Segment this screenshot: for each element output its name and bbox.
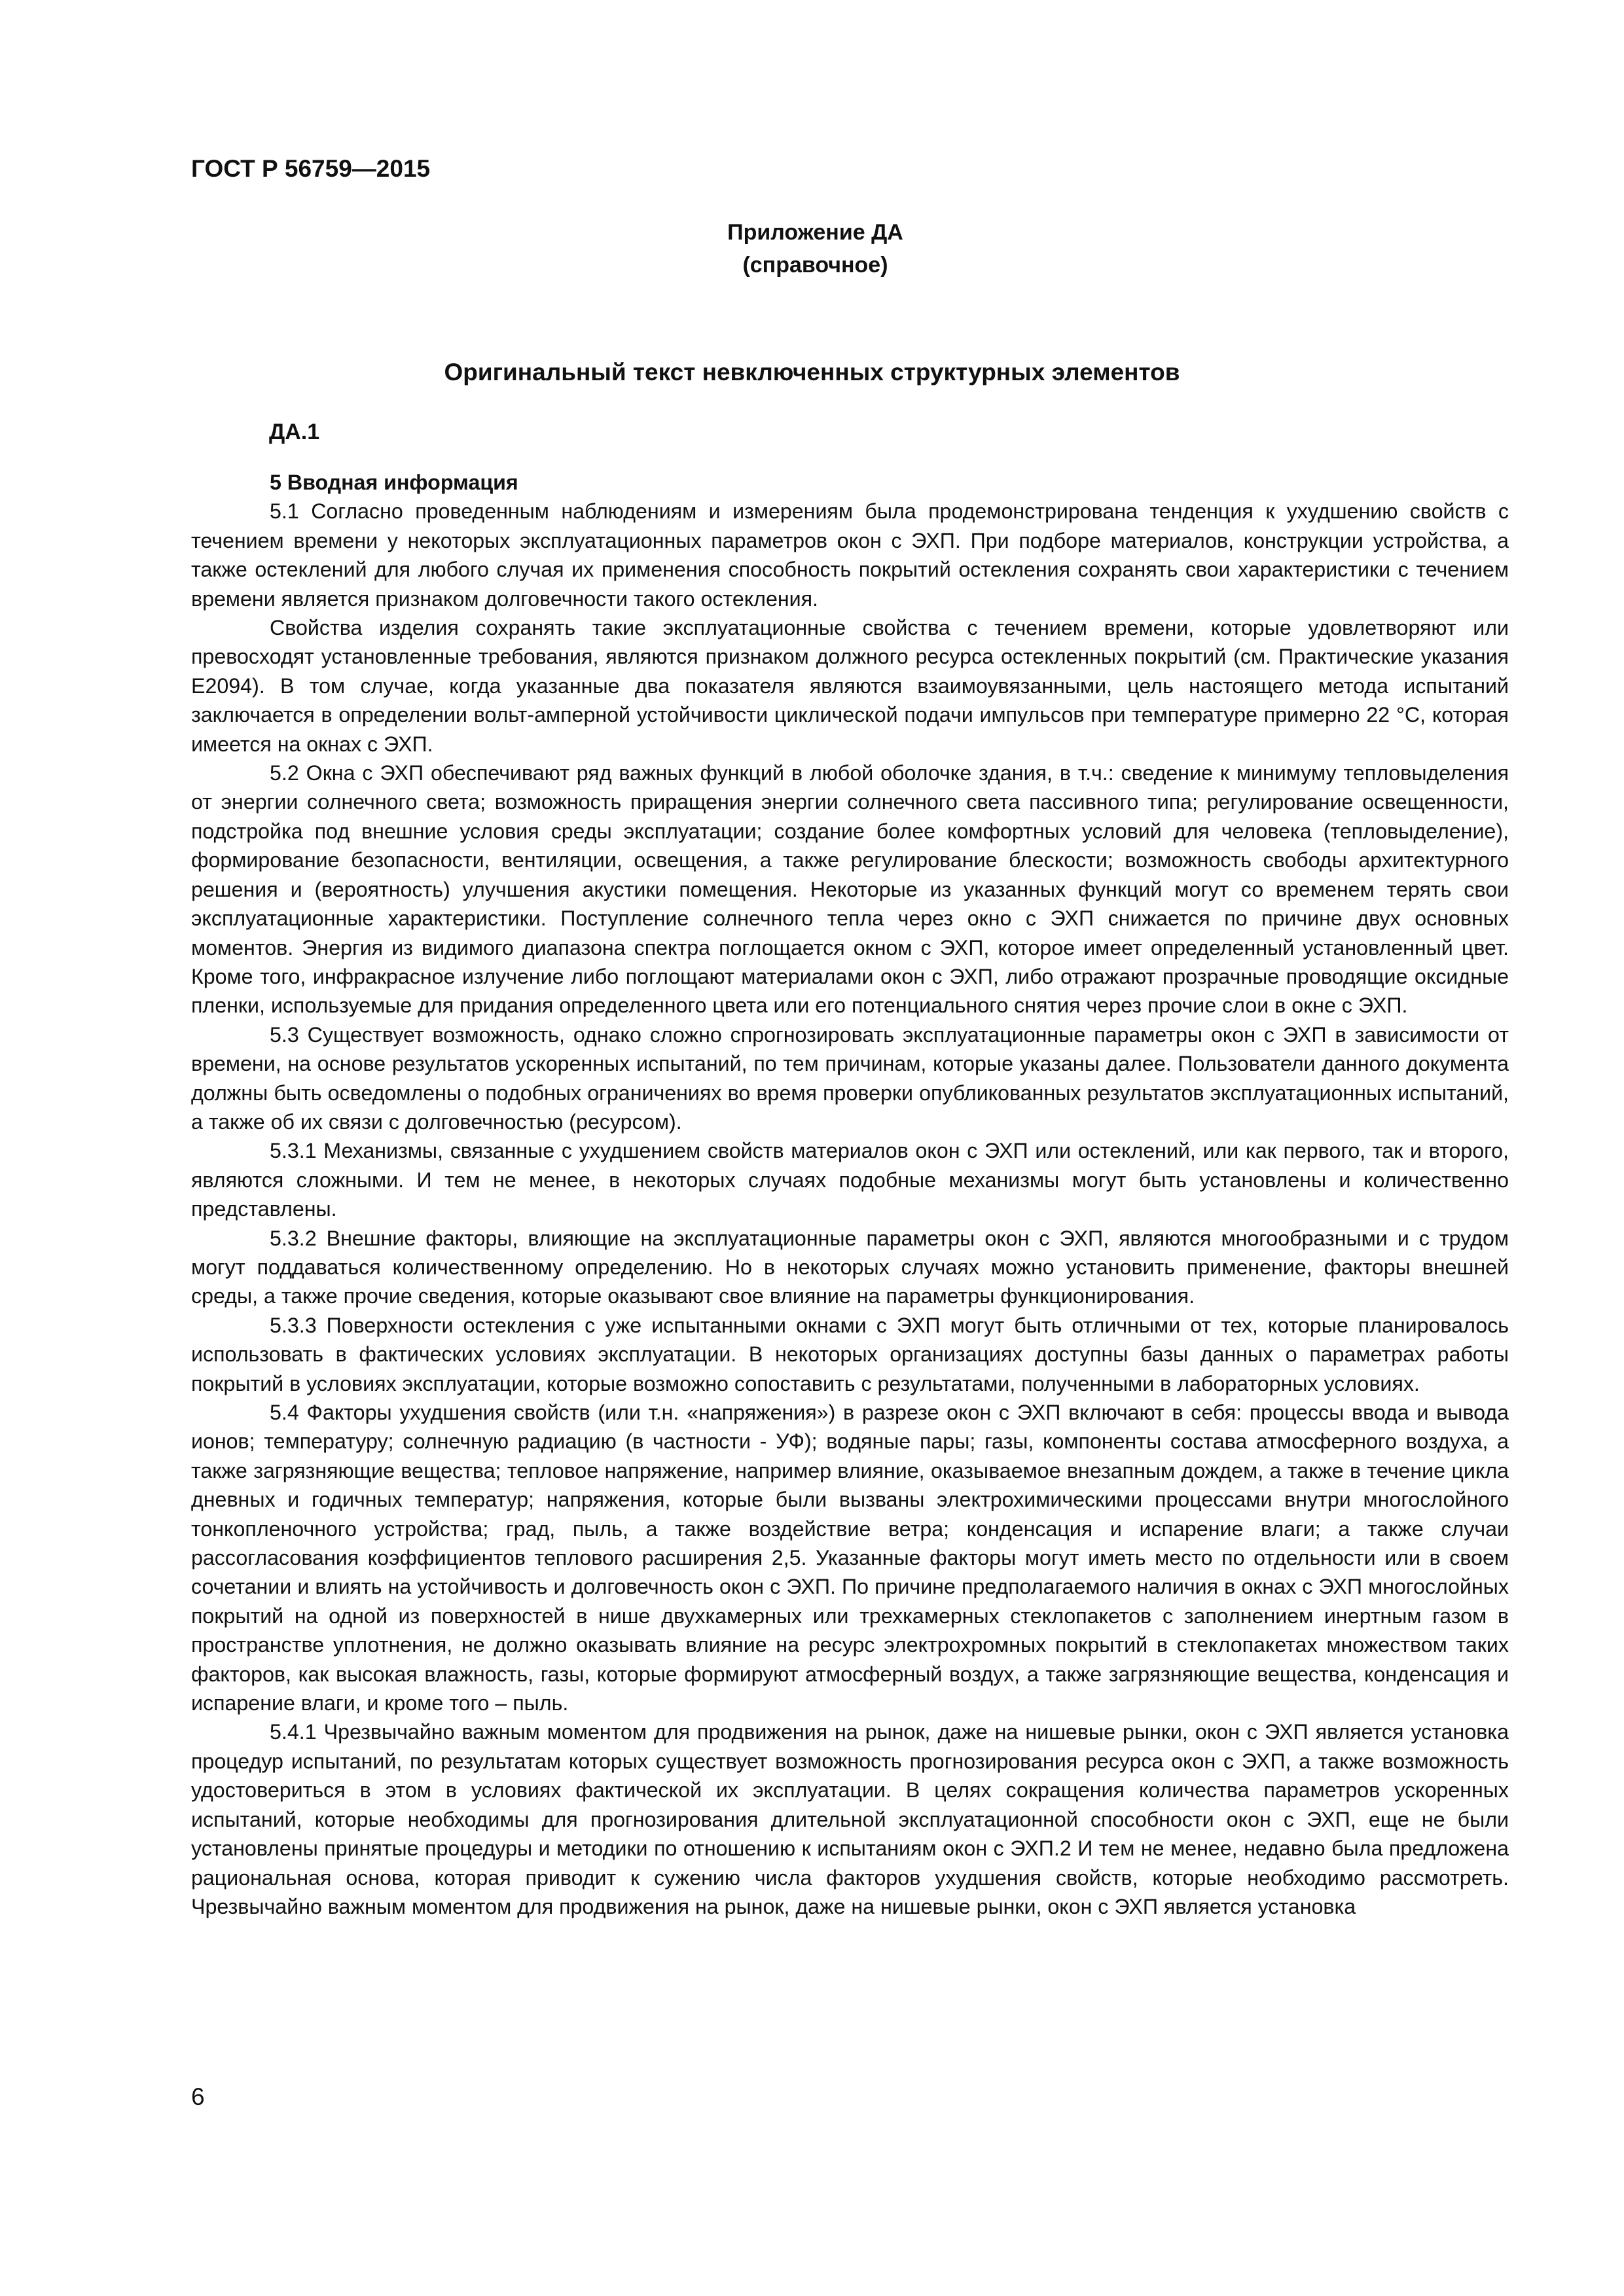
paragraph-5-4: 5.4 Факторы ухудшения свойств (или т.н. «напряжения») в разрезе окон с ЭХП включают в себя: процессы ввода и вывода ионов; температуру; солнечную радиацию (в частности - УФ); водяные пары; газы, компоненты состава атмосферного воздуха, а также загрязняющие вещества; тепловое напряжение, например влияние, оказываемое внезапным дождем, а также в течение цикла дневных и годичных температур; напряжения, которые были вызваны электрохимическими процессами внутри многослойного тонкопленочного устройства; град, пыль, а также воздействие ветра; конденсация и испарение влаги; а также случаи рассогласования коэффициентов теплового расширения 2,5. Указанные факторы могут иметь место по отдельности или в своем сочетании и влиять на устойчивость и долговечность окон с ЭХП. По причине предполагаемого наличия в окнах с ЭХП многослойных покрытий на одной из поверхностей в нише двухкамерных или трехкамерных стеклопакетов с заполнением инертным газом в пространстве уплотнения, не должно оказывать влияние на ресурс электрохромных покрытий в стеклопакетах множеством таких факторов, как высокая влажность, газы, которые формируют атмосферный воздух, а также загрязняющие вещества, конденсация и испарение влаги, и кроме того – пыль. [191, 1401, 1509, 1715]
document-code-header: ГОСТ Р 56759—2015 [191, 155, 431, 182]
paragraph-5-3-2: 5.3.2 Внешние факторы, влияющие на эксплуатационные параметры окон с ЭХП, являются многообразными и с трудом могут поддаваться количественному определению. Но в некоторых случаях можно установить применение, факторы внешней среды, а также прочие сведения, которые оказывают свое влияние на параметры функционирования. [191, 1226, 1509, 1308]
paragraph-5-2: 5.2 Окна с ЭХП обеспечивают ряд важных функций в любой оболочке здания, в т.ч.: сведение к минимуму тепловыделения от энергии солнечного света; возможность приращения энергии солнечного света пассивного типа; регулирование освещенности, подстройка под внешние условия среды эксплуатации; создание более комфортных условий для человека (тепловыделение), формирование безопасности, вентиляции, освещения, а также регулирование блескости; возможность свободы архитектурного решения и (вероятность) улучшения акустики помещения. Некоторые из указанных функций могут со временем терять свои эксплуатационные характеристики. Поступление солнечного тепла через окно с ЭХП снижается по причине двух основных моментов. Энергия из видимого диапазона спектра поглощается окном с ЭХП, которое имеет определенный установленный цвет. Кроме того, инфракрасное излучение либо поглощают материалами окон с ЭХП, либо отражают прозрачные проводящие оксидные пленки, используемые для придания определенного цвета или его потенциального снятия через прочие слои в окне с ЭХП. [191, 761, 1509, 1018]
paragraph-5-3: 5.3 Существует возможность, однако сложно спрогнозировать эксплуатационные параметры окон с ЭХП в зависимости от времени, на основе результатов ускоренных испытаний, по тем причинам, которые указаны далее. Пользователи данного документа должны быть осведомлены о подобных ограничениях во время проверки опубликованных результатов эксплуатационных испытаний, а также об их связи с долговечностью (ресурсом). [191, 1022, 1509, 1134]
body-text [191, 468, 1509, 1921]
paragraph-5-3-1: 5.3.1 Механизмы, связанные с ухудшением свойств материалов окон с ЭХП или остеклений, или как первого, так и второго, являются сложными. И тем не менее, в некоторых случаях подобные механизмы могут быть установлены и количественно представлены. [191, 1139, 1509, 1221]
appendix-title: Приложение ДА [727, 220, 903, 245]
paragraph-5-3-3: 5.3.3 Поверхности остекления с уже испытанными окнами с ЭХП могут быть отличными от тех, которые планировалось использовать в фактических условиях эксплуатации. В некоторых организациях доступны базы данных о параметрах работы покрытий в условиях эксплуатации, которые возможно сопоставить с результатами, полученными в лабораторных условиях. [191, 1313, 1509, 1395]
appendix-type: (справочное) [742, 253, 888, 278]
paragraph-5-4-1: 5.4.1 Чрезвычайно важным моментом для продвижения на рынок, даже на нишевые рынки, окон с ЭХП является установка процедур испытаний, по результатам которых существует возможность прогнозирования ресурса окон с ЭХП, а также возможность удостовериться в этом в условиях фактической их эксплуатации. В целях сокращения количества параметров ускоренных испытаний, которые необходимы для прогнозирования длительной эксплуатационной способности окон с ЭХП, еще не были установлены принятые процедуры и методики по отношению к испытаниям окон с ЭХП.2 И тем не менее, недавно была предложена рациональная основа, которая приводит к сужению числа факторов ухудшения свойств, которые необходимо рассмотреть. Чрезвычайно важным моментом для продвижения на рынок, даже на нишевые рынки, окон с ЭХП является установка [191, 1720, 1509, 1918]
section-heading: 5 Вводная информация [270, 471, 518, 494]
paragraph-5-1-continued: Свойства изделия сохранять такие эксплуатационные свойства с течением времени, которые удовлетворяют или превосходят установленные требования, являются признаком должного ресурса остекленных покрытий (см. Практические указания Е2094). В том случае, когда указанные два показателя являются взаимоувязанными, цель настоящего метода испытаний заключается в определении вольт-амперной устойчивости циклической подачи импульсов при температуре примерно 22 °С, которая имеется на окнах с ЭХП. [191, 616, 1509, 756]
paragraph-5-1: 5.1 Согласно проведенным наблюдениям и измерениям была продемонстрирована тенденция к ухудшению свойств с течением времени у некоторых эксплуатационных параметров окон с ЭХП. При подборе материалов, конструкции устройства, а также остеклений для любого случая их применения способность покрытий остекления сохранять свои характеристики с течением времени является признаком долговечности такого остекления. [191, 499, 1509, 611]
page-number: 6 [191, 2083, 205, 2110]
appendix-heading [0, 216, 1624, 281]
section-code: ДА.1 [269, 420, 320, 444]
page-title: Оригинальный текст невключенных структурных элементов [444, 359, 1180, 386]
